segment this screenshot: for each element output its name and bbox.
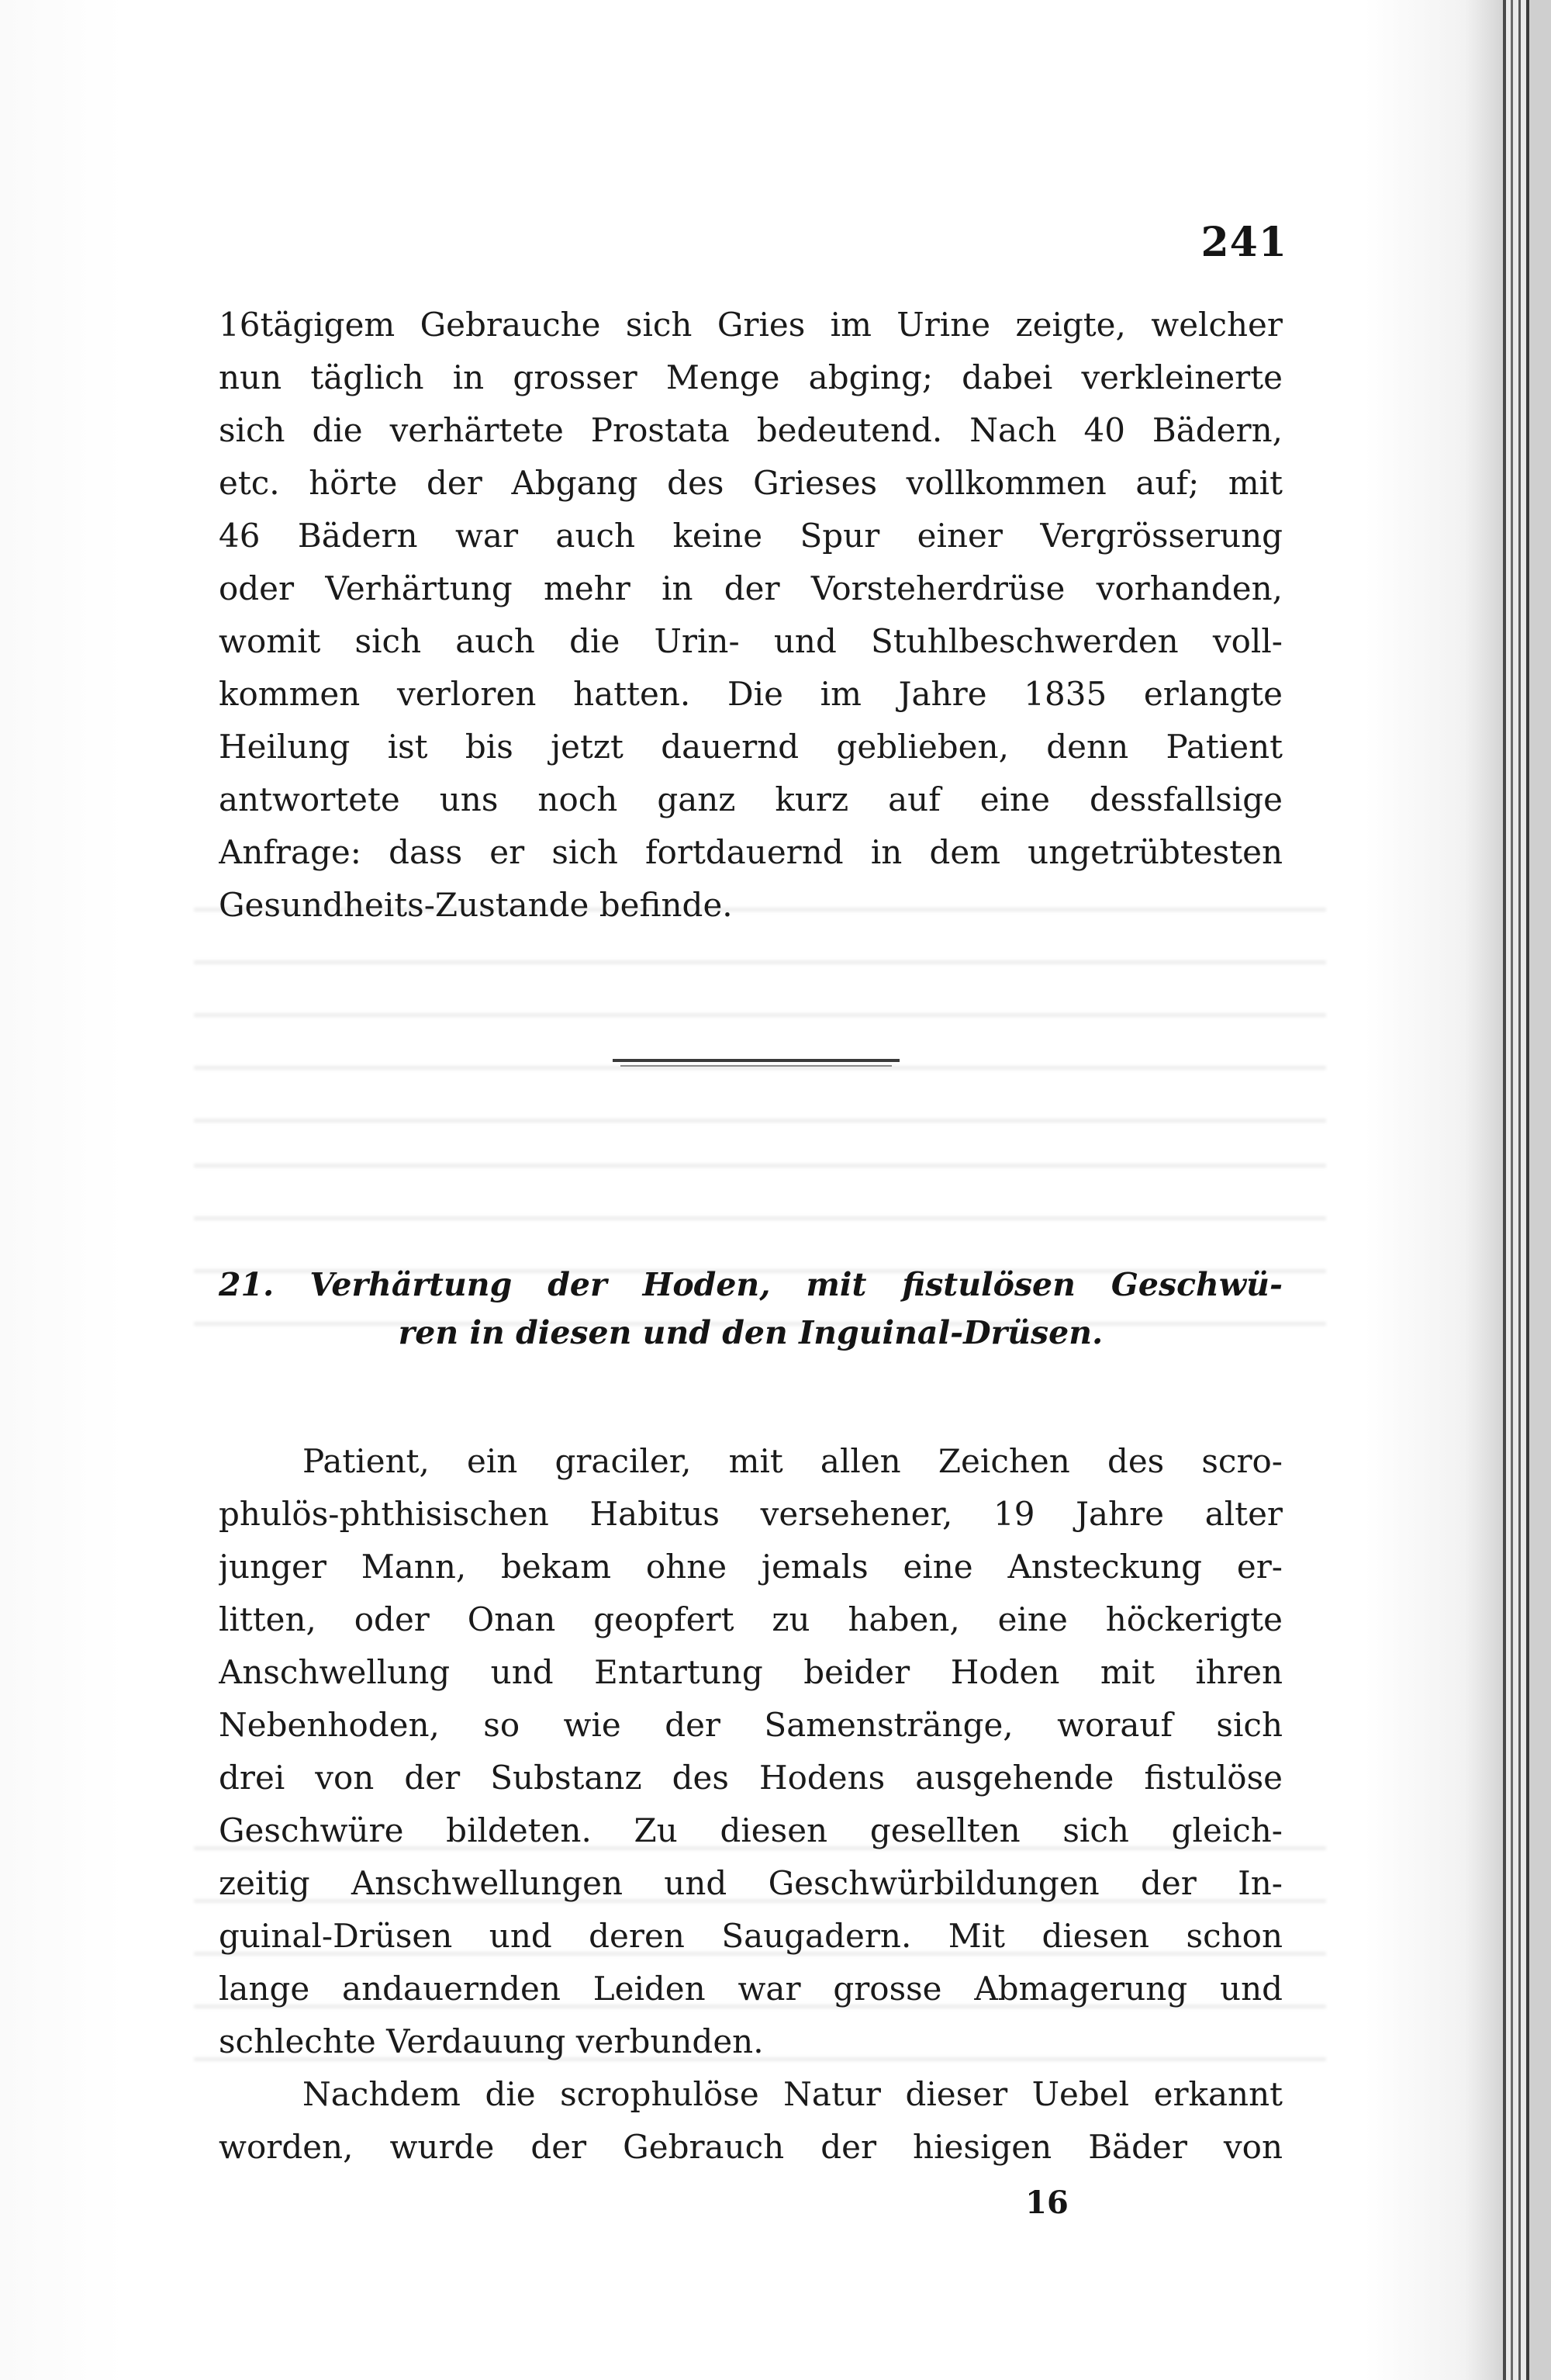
text-line: antwortete uns noch ganz kurz auf eine dessfallsige bbox=[219, 780, 1283, 818]
case-heading-line: 21. Verhärtung der Hoden, mit fistulösen Geschwü- bbox=[219, 1266, 1283, 1303]
text-line: litten, oder Onan geopfert zu haben, eine höckerigte bbox=[219, 1600, 1283, 1638]
bleed-through bbox=[194, 908, 1326, 1140]
text-line: zeitig Anschwellungen und Geschwürbildungen der In- bbox=[219, 1864, 1283, 1902]
section-divider-thin bbox=[620, 1065, 892, 1067]
text-line: 16tägigem Gebrauche sich Gries im Urine zeigte, welcher bbox=[219, 306, 1283, 344]
text-line: Heilung ist bis jetzt dauernd geblieben, denn Patient bbox=[219, 728, 1283, 766]
text-line: lange andauernden Leiden war grosse Abmagerung und bbox=[219, 1970, 1283, 2008]
binding-edge-line bbox=[1518, 0, 1521, 2380]
case-heading-line: ren in diesen und den Inguinal-Drüsen. bbox=[398, 1314, 1104, 1351]
text-line: nun täglich in grosser Menge abging; dabei verkleinerte bbox=[219, 358, 1283, 396]
text-line: drei von der Substanz des Hodens ausgehende fistulöse bbox=[219, 1759, 1283, 1797]
binding-edge-line bbox=[1511, 0, 1513, 2380]
text-line: oder Verhärtung mehr in der Vorsteherdrüse vorhanden, bbox=[219, 569, 1283, 607]
text-line: worden, wurde der Gebrauch der hiesigen Bäder von bbox=[219, 2128, 1283, 2166]
text-line: sich die verhärtete Prostata bedeutend. Nach 40 Bädern, bbox=[219, 411, 1283, 449]
page-number: 241 bbox=[1200, 219, 1287, 266]
text-line: Anfrage: dass er sich fortdauernd in dem ungetrübtesten bbox=[219, 833, 1283, 871]
text-line: phulös-phthisischen Habitus versehener, 19 Jahre alter bbox=[219, 1495, 1283, 1533]
text-line: etc. hörte der Abgang des Grieses vollkommen auf; mit bbox=[219, 464, 1283, 502]
continued-paragraph bbox=[219, 299, 1283, 932]
text-line: Anschwellung und Entartung beider Hoden mit ihren bbox=[219, 1653, 1283, 1691]
text-line: schlechte Verdauung verbunden. bbox=[219, 2022, 764, 2060]
binding-edge-line bbox=[1503, 0, 1506, 2380]
text-line: junger Mann, bekam ohne jemals eine Ansteckung er- bbox=[219, 1548, 1283, 1586]
text-line: Nebenhoden, so wie der Samenstränge, worauf sich bbox=[219, 1706, 1283, 1744]
text-line: Nachdem die scrophulöse Natur dieser Uebel erkannt bbox=[302, 2075, 1283, 2113]
case-heading bbox=[219, 1261, 1283, 1357]
text-line: Patient, ein graciler, mit allen Zeichen des scro- bbox=[302, 1442, 1283, 1480]
case-paragraph bbox=[219, 1435, 1283, 2068]
case-paragraph bbox=[219, 2068, 1283, 2174]
text-line: guinal-Drüsen und deren Saugadern. Mit diesen schon bbox=[219, 1917, 1283, 1955]
binding-edge bbox=[1529, 0, 1551, 2380]
signature-mark: 16 bbox=[1025, 2185, 1069, 2221]
section-divider bbox=[613, 1059, 900, 1062]
text-line: Gesundheits-Zustande befinde. bbox=[219, 886, 733, 924]
text-line: Geschwüre bildeten. Zu diesen gesellten sich gleich- bbox=[219, 1811, 1283, 1849]
binding-shadow bbox=[1464, 0, 1503, 2380]
text-line: 46 Bädern war auch keine Spur einer Vergrösserung bbox=[219, 517, 1283, 555]
text-line: kommen verloren hatten. Die im Jahre 1835 erlangte bbox=[219, 675, 1283, 713]
text-line: womit sich auch die Urin- und Stuhlbeschwerden voll- bbox=[219, 622, 1283, 660]
